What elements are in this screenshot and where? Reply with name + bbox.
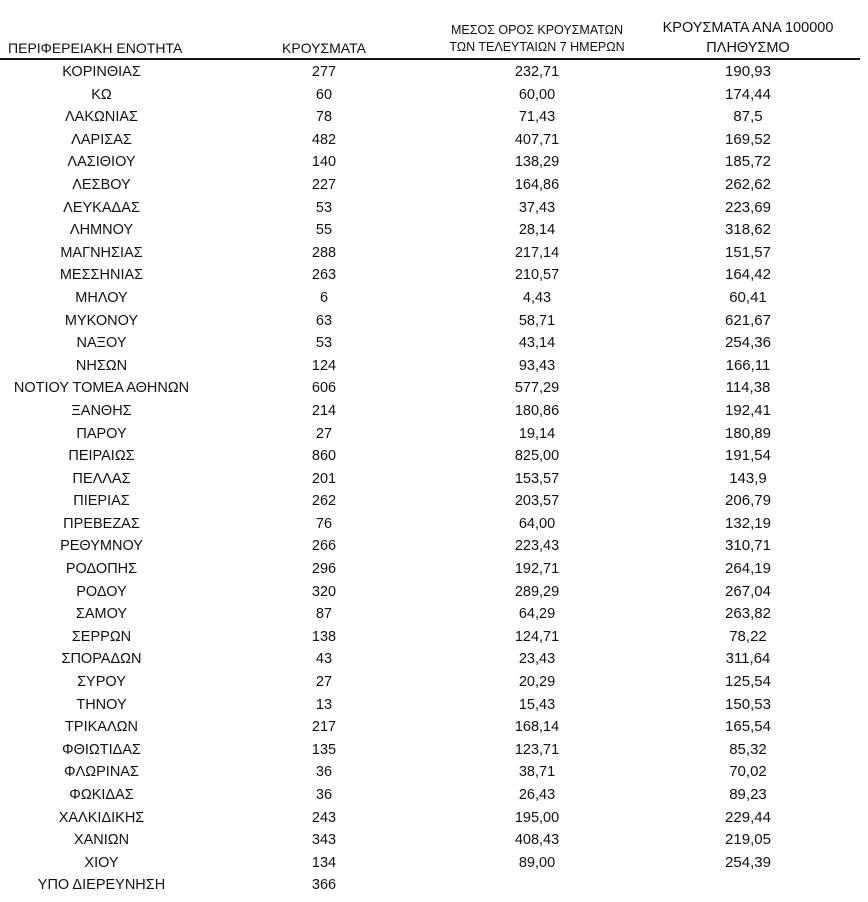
cell-cases: 36	[315, 764, 333, 781]
cell-cases: 366	[311, 877, 337, 894]
table-row	[0, 61, 868, 84]
table-row	[0, 151, 868, 174]
cell-cases-per-100000: 262,62	[725, 175, 771, 193]
cell-region: ΛΕΥΚΑΔΑΣ	[63, 199, 140, 216]
cell-region: ΛΕΣΒΟΥ	[72, 176, 131, 193]
table-row	[0, 648, 868, 671]
table-row	[0, 264, 868, 287]
cell-cases: 36	[315, 787, 333, 803]
header-cases: ΚΡΟΥΣΜΑΤΑ	[282, 40, 366, 56]
cell-cases-per-100000: 190,93	[725, 63, 771, 80]
cell-cases: 27	[315, 674, 333, 691]
cell-avg-7-days: 825,00	[514, 448, 560, 465]
table-row	[0, 513, 868, 536]
cell-cases-per-100000: 229,44	[725, 808, 771, 826]
cell-cases-per-100000: 164,42	[725, 266, 771, 284]
cell-cases-per-100000: 169,52	[725, 130, 771, 148]
cell-cases: 266	[311, 538, 337, 555]
cell-cases-per-100000: 85,32	[729, 740, 767, 758]
cell-cases: 78	[315, 109, 333, 126]
cell-region: ΡΕΘΥΜΝΟΥ	[60, 538, 143, 555]
cell-avg-7-days: 232,71	[514, 64, 560, 80]
cell-cases-per-100000: 125,54	[725, 673, 771, 691]
cell-cases: 227	[311, 176, 337, 193]
cell-region: ΚΩ	[91, 86, 112, 103]
cell-cases-per-100000: 150,53	[725, 695, 771, 713]
cell-region: ΚΟΡΙΝΘΙΑΣ	[62, 64, 141, 80]
cell-cases: 343	[311, 832, 337, 849]
cell-avg-7-days: 64,29	[518, 606, 556, 623]
header-region: ΠΕΡΙΦΕΡΕΙΑΚΗ ΕΝΟΤΗΤΑ	[8, 40, 183, 56]
cell-cases: 296	[311, 561, 337, 578]
cell-avg-7-days: 164,86	[514, 176, 560, 193]
cell-cases-per-100000: 310,71	[725, 537, 771, 555]
cell-avg-7-days: 289,29	[514, 583, 560, 600]
cell-region: ΣΑΜΟΥ	[75, 606, 128, 623]
cell-avg-7-days: 15,43	[518, 696, 556, 713]
cell-cases: 43	[315, 651, 333, 668]
table-row	[0, 129, 868, 152]
cell-cases: 263	[311, 267, 337, 284]
cell-cases: 55	[315, 222, 333, 239]
table-row	[0, 490, 868, 513]
cell-cases: 277	[311, 64, 337, 80]
cell-region: ΣΥΡΟΥ	[77, 674, 126, 691]
cell-cases: 27	[315, 425, 333, 442]
cell-avg-7-days: 93,43	[518, 357, 556, 374]
table-row	[0, 716, 868, 739]
table-row	[0, 287, 868, 310]
header-underline	[0, 58, 860, 60]
cell-cases: 217	[311, 719, 337, 736]
header-per-line2: ΠΛΗΘΥΣΜΟ	[706, 40, 790, 56]
cell-region: ΠΑΡΟΥ	[76, 425, 127, 442]
cell-region: ΦΘΙΩΤΙΔΑΣ	[62, 741, 141, 758]
cell-avg-7-days: 217,14	[514, 244, 560, 261]
cell-cases: 214	[311, 402, 337, 419]
cell-region: ΛΑΡΙΣΑΣ	[71, 131, 132, 148]
cell-cases-per-100000: 78,22	[729, 627, 767, 645]
cell-avg-7-days: 138,29	[514, 154, 560, 171]
cell-region: ΠΙΕΡΙΑΣ	[73, 493, 130, 510]
cell-cases: 135	[311, 741, 337, 758]
cell-cases-per-100000: 114,38	[725, 379, 771, 397]
cell-avg-7-days: 577,29	[514, 380, 560, 397]
cell-cases: 63	[315, 312, 333, 329]
cell-avg-7-days: 408,43	[514, 832, 560, 849]
cell-cases: 53	[315, 335, 333, 352]
header-per-line1: ΚΡΟΥΣΜΑΤΑ ΑΝΑ 100000	[662, 20, 834, 36]
table-body	[0, 61, 868, 897]
table-row	[0, 535, 868, 558]
cell-avg-7-days: 180,86	[514, 402, 560, 419]
table-row	[0, 197, 868, 220]
cell-cases-per-100000: 206,79	[725, 492, 771, 510]
cell-region: ΝΟΤΙΟΥ ΤΟΜΕΑ ΑΘΗΝΩΝ	[13, 380, 190, 397]
cell-cases: 288	[311, 244, 337, 261]
cell-region: ΠΕΙΡΑΙΩΣ	[68, 448, 135, 465]
cell-cases-per-100000: 165,54	[725, 718, 771, 736]
cell-region: ΡΟΔΟΥ	[76, 583, 127, 600]
cell-region: ΜΑΓΝΗΣΙΑΣ	[60, 244, 143, 261]
table-row	[0, 761, 868, 784]
table-row	[0, 671, 868, 694]
cell-avg-7-days: 89,00	[518, 854, 556, 871]
cell-region: ΛΑΣΙΘΙΟΥ	[67, 154, 136, 171]
table-row	[0, 468, 868, 491]
cell-cases: 53	[315, 199, 333, 216]
cell-avg-7-days: 4,43	[522, 289, 552, 306]
cell-cases-per-100000: 264,19	[725, 560, 771, 578]
table-row	[0, 829, 868, 852]
cell-avg-7-days: 23,43	[518, 651, 556, 668]
cell-avg-7-days: 192,71	[514, 561, 560, 578]
cell-avg-7-days: 37,43	[518, 199, 556, 216]
header-avg-line1: ΜΕΣΟΣ ΟΡΟΣ ΚΡΟΥΣΜΑΤΩΝ	[450, 23, 624, 37]
cell-cases: 262	[311, 493, 337, 510]
table-row	[0, 174, 868, 197]
table-row	[0, 807, 868, 830]
cell-cases: 138	[311, 628, 337, 645]
header-avg-line2: ΤΩΝ ΤΕΛΕΥΤΑΙΩΝ 7 ΗΜΕΡΩΝ	[449, 40, 625, 54]
table-row	[0, 84, 868, 107]
cell-avg-7-days: 124,71	[514, 628, 560, 645]
table-row	[0, 581, 868, 604]
cell-region: ΧΑΛΚΙΔΙΚΗΣ	[58, 809, 145, 826]
cell-avg-7-days: 203,57	[514, 493, 560, 510]
cell-avg-7-days: 223,43	[514, 538, 560, 555]
table-row	[0, 242, 868, 265]
cell-cases-per-100000: 254,36	[725, 334, 771, 352]
table-row	[0, 445, 868, 468]
table-row	[0, 355, 868, 378]
table-row	[0, 874, 868, 897]
table-row	[0, 852, 868, 875]
cell-avg-7-days: 19,14	[518, 425, 556, 442]
cell-avg-7-days: 58,71	[518, 312, 556, 329]
cell-avg-7-days: 26,43	[518, 787, 556, 803]
cell-cases-per-100000: 219,05	[725, 831, 771, 849]
table-row	[0, 310, 868, 333]
cell-avg-7-days: 64,00	[518, 515, 556, 532]
cell-cases-per-100000: 318,62	[725, 221, 771, 239]
cell-region: ΣΠΟΡΑΔΩΝ	[61, 651, 142, 668]
cell-region: ΜΗΛΟΥ	[75, 289, 128, 306]
table-row	[0, 423, 868, 446]
cell-cases: 124	[311, 357, 337, 374]
table-row	[0, 106, 868, 129]
cell-avg-7-days: 28,14	[518, 222, 556, 239]
cell-region: ΥΠΟ ΔΙΕΡΕΥΝΗΣΗ	[37, 877, 166, 894]
cell-region: ΧΑΝΙΩΝ	[73, 832, 130, 849]
cell-region: ΛΗΜΝΟΥ	[69, 222, 134, 239]
cell-region: ΡΟΔΟΠΗΣ	[65, 561, 138, 578]
cell-region: ΧΙΟΥ	[84, 854, 119, 871]
cell-cases-per-100000: 87,5	[733, 108, 763, 126]
cell-cases-per-100000: 89,23	[729, 786, 767, 803]
cell-cases: 60	[315, 86, 333, 103]
cell-region: ΜΕΣΣΗΝΙΑΣ	[59, 267, 144, 284]
cell-cases-per-100000: 185,72	[725, 153, 771, 171]
cell-cases: 482	[311, 131, 337, 148]
table-row	[0, 377, 868, 400]
cell-avg-7-days: 60,00	[518, 86, 556, 103]
cell-region: ΠΡΕΒΕΖΑΣ	[63, 515, 140, 532]
cell-cases-per-100000: 223,69	[725, 198, 771, 216]
cell-avg-7-days: 123,71	[514, 741, 560, 758]
table-row	[0, 332, 868, 355]
cell-cases-per-100000: 143,9	[729, 469, 767, 487]
cell-avg-7-days: 407,71	[514, 131, 560, 148]
cell-avg-7-days: 71,43	[518, 109, 556, 126]
cell-cases: 13	[315, 696, 333, 713]
cell-cases: 140	[311, 154, 337, 171]
cell-cases-per-100000: 180,89	[725, 424, 771, 442]
cell-cases-per-100000: 60,41	[729, 288, 767, 306]
cell-cases: 76	[315, 515, 333, 532]
cell-cases: 320	[311, 583, 337, 600]
header-cases-per-100000	[648, 18, 848, 58]
table-row	[0, 219, 868, 242]
cell-cases: 243	[311, 809, 337, 826]
cell-cases: 87	[315, 606, 333, 623]
cell-avg-7-days: 168,14	[514, 719, 560, 736]
cell-region: ΞΑΝΘΗΣ	[71, 402, 132, 419]
cell-avg-7-days: 43,14	[518, 335, 556, 352]
table-row	[0, 694, 868, 717]
cell-region: ΦΩΚΙΔΑΣ	[69, 787, 134, 803]
table-row	[0, 626, 868, 649]
table-row	[0, 558, 868, 581]
cell-region: ΝΗΣΩΝ	[75, 357, 128, 374]
header-avg-7-days	[432, 22, 642, 56]
cell-cases: 860	[311, 448, 337, 465]
table-row	[0, 784, 868, 807]
cell-avg-7-days: 210,57	[514, 267, 560, 284]
cell-cases: 201	[311, 470, 337, 487]
cell-avg-7-days: 153,57	[514, 470, 560, 487]
table-row	[0, 400, 868, 423]
table-row	[0, 603, 868, 626]
cell-avg-7-days: 38,71	[518, 764, 556, 781]
cell-cases-per-100000: 191,54	[725, 447, 771, 465]
table-row	[0, 739, 868, 762]
cell-region: ΝΑΞΟΥ	[76, 335, 127, 352]
cell-region: ΜΥΚΟΝΟΥ	[64, 312, 139, 329]
cell-cases-per-100000: 192,41	[725, 401, 771, 419]
cell-cases-per-100000: 267,04	[725, 582, 771, 600]
cell-cases-per-100000: 311,64	[725, 650, 771, 668]
cell-region: ΤΡΙΚΑΛΩΝ	[65, 719, 138, 736]
cell-region: ΦΛΩΡΙΝΑΣ	[64, 764, 139, 781]
cell-region: ΤΗΝΟΥ	[76, 696, 127, 713]
cell-cases-per-100000: 166,11	[725, 356, 771, 374]
cell-cases-per-100000: 263,82	[725, 605, 771, 623]
cell-avg-7-days: 195,00	[514, 809, 560, 826]
cell-region: ΛΑΚΩΝΙΑΣ	[64, 109, 138, 126]
cell-cases: 6	[319, 289, 329, 306]
cell-cases-per-100000: 254,39	[725, 853, 771, 871]
cell-avg-7-days: 20,29	[518, 674, 556, 691]
cell-cases-per-100000: 621,67	[725, 311, 771, 329]
cell-region: ΣΕΡΡΩΝ	[71, 628, 132, 645]
cell-cases: 134	[311, 854, 337, 871]
cell-cases-per-100000: 151,57	[725, 243, 771, 261]
cell-cases-per-100000: 132,19	[725, 514, 771, 532]
cell-region: ΠΕΛΛΑΣ	[72, 470, 131, 487]
cell-cases: 606	[311, 380, 337, 397]
cell-cases-per-100000: 70,02	[729, 763, 767, 781]
cell-cases-per-100000: 174,44	[725, 85, 771, 103]
